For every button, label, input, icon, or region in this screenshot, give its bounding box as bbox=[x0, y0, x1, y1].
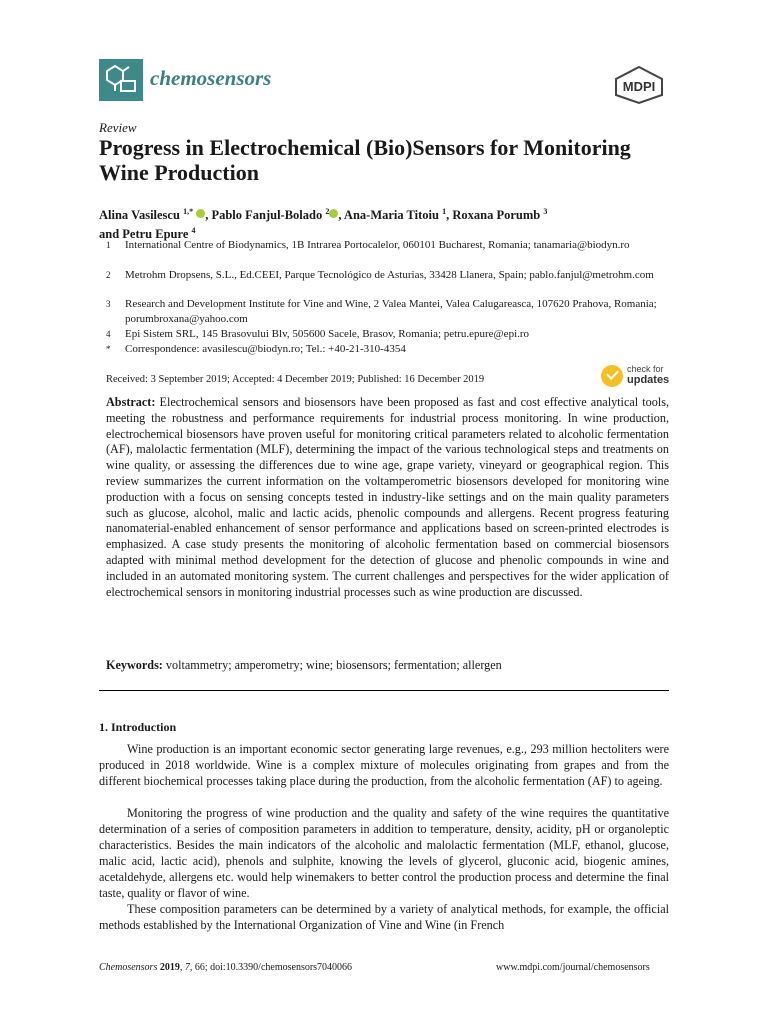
footer-doi[interactable]: , 66; doi:10.3390/chemosensors7040066 bbox=[189, 962, 353, 973]
correspondence-text: Correspondence: avasilescu@biodyn.ro; Tel.: +40-21-310-4354 bbox=[125, 343, 406, 355]
article-title: Progress in Electrochemical (Bio)Sensors for Monitoring Wine Production bbox=[99, 135, 631, 185]
journal-logo-icon bbox=[99, 59, 143, 101]
keywords-text: voltammetry; amperometry; wine; biosensors; fermentation; allergen bbox=[165, 658, 502, 672]
paragraph-text: Wine production is an important economic sector generating large revenues, e.g., 293 million hectoliters were produced in 2018 worldwide. Wine is a complex mixture of molecules originating from grapes and from the different biochemical processes taking place during the production, from the alcoholic fermentation (AF) to ageing. bbox=[99, 742, 669, 788]
author-name[interactable]: Pablo Fanjul-Bolado bbox=[211, 208, 323, 223]
author-list: Alina Vasilescu $^{1,*}$ , Pablo Fanjul-Bolado $^2$ , Ana-Maria Titoiu $^1$, Roxana Porumb $^3$ and Petru Epure $^4$ bbox=[99, 207, 548, 242]
abstract bbox=[106, 395, 669, 600]
publication-dates: Received: 3 September 2019; Accepted: 4 December 2019; Published: 16 December 2019 bbox=[106, 374, 485, 385]
affiliation bbox=[99, 297, 679, 327]
author-name[interactable]: Ana-Maria Titoiu bbox=[343, 208, 439, 223]
author-sup: 1,* bbox=[183, 207, 194, 216]
orcid-icon[interactable] bbox=[329, 209, 338, 218]
paragraph-text: These composition parameters can be determined by a variety of analytical methods, for example, the official methods established by the International Organization of Vine and Wine (in French bbox=[99, 902, 669, 932]
check-updates-line2: updates bbox=[627, 374, 670, 386]
keywords-label: Keywords: bbox=[106, 658, 163, 672]
author-name[interactable]: Alina Vasilescu bbox=[99, 208, 180, 223]
check-updates-line1: check for bbox=[627, 364, 664, 374]
footer-journal: Chemosensors bbox=[99, 962, 158, 973]
checkmark-icon bbox=[601, 365, 623, 387]
affiliation-number: 4 bbox=[106, 329, 111, 339]
keywords bbox=[106, 657, 669, 673]
abstract-text: Electrochemical sensors and biosensors have been proposed as fast and cost effective analytical tools, meeting the robustness and performance requirements for industrial process monitoring. In wine production, electrochemical biosensors have proven useful for monitoring critical parameters related to alcoholic fermentation (AF), malolactic fermentation (MLF), determining the impact of the various technological steps and treatments on wine quality, or assessing the differences due to wine age, grape variety, vineyard or geographical region. This review summarizes the current information on the voltamperometric biosensors developed for monitoring wine production with a focus on sensing concepts tested in industry-like settings and on the main quality parameters such as glucose, alcohol, malic and lactic acids, phenolic compounds and allergens. Recent progress featuring nanomaterial-enabled enhancement of sensor performance and applications based on screen-printed electrodes is emphasized. A case study presents the monitoring of alcoholic fermentation based on commercial biosensors adapted with minimal method development for the detection of glucose and phenolic compounds in wine and included in an automated monitoring system. The current challenges and perspectives for the wider application of electrochemical sensors in monitoring industrial processes such as wine production are discussed. bbox=[106, 395, 669, 599]
paragraph bbox=[99, 902, 669, 934]
abstract-label: Abstract: bbox=[106, 395, 156, 409]
author-sup: 3 bbox=[543, 207, 548, 216]
affiliation bbox=[99, 327, 679, 342]
author-conjunction: and bbox=[99, 227, 120, 242]
affiliation bbox=[99, 268, 679, 298]
footer-year: 2019 bbox=[159, 962, 180, 973]
divider bbox=[99, 690, 669, 691]
article-type: Review bbox=[99, 120, 137, 135]
affiliation bbox=[99, 238, 679, 268]
footer-volume: 7 bbox=[184, 962, 190, 973]
author-name[interactable]: Petru Epure bbox=[122, 227, 189, 242]
affiliation-number: * bbox=[106, 344, 111, 354]
author-name[interactable]: Roxana Porumb bbox=[452, 208, 541, 223]
author-sup: 4 bbox=[191, 226, 196, 236]
affiliation-text: Research and Development Institute for Vine and Wine, 2 Valea Mantei, Valea Calugareasca, 107620 Prahova, Romania; porumbroxana@yahoo.com bbox=[125, 298, 657, 325]
affiliation-number: 2 bbox=[106, 270, 111, 280]
paragraph-text: Monitoring the progress of wine production and the quality and safety of the wine requires the quantitative determination of a series of composition parameters in addition to temperature, density, acidity, pH or organoleptic characteristics. Besides the main indicators of the alcoholic and malolactic fermentation (MLF, ethanol, glucose, malic acid, lactic acid), phenols and sulphite, knowing the levels of glycerol, gluconic acid, biogenic amines, acetaldehyde, allergens etc. would help winemakers to better control the production process and determine the final taste, quality or flavor of wine. bbox=[99, 806, 669, 900]
author-sup: 2 bbox=[325, 207, 330, 216]
paragraph bbox=[99, 742, 669, 790]
orcid-icon[interactable] bbox=[196, 209, 205, 218]
correspondence bbox=[99, 342, 679, 357]
mdpi-logo-icon[interactable] bbox=[612, 65, 666, 105]
affiliation-text: Epi Sistem SRL, 145 Brasovului Blv, 505600 Sacele, Brasov, Romania; petru.epure@epi.ro bbox=[125, 328, 530, 340]
affiliation-number: 3 bbox=[106, 299, 111, 309]
journal-name[interactable]: chemosensors bbox=[150, 66, 272, 90]
affiliation-text: Metrohm Dropsens, S.L., Ed.CEEI, Parque Tecnológico de Asturias, 33428 Llanera, Spain; pablo.fanjul@metrohm.com bbox=[125, 269, 654, 281]
affiliation-text: International Centre of Biodynamics, 1B Intrarea Portocalelor, 060101 Bucharest, Romania; tanamaria@biodyn.ro bbox=[125, 239, 630, 251]
affiliation-number: 1 bbox=[106, 240, 111, 250]
svg-text:MDPI: MDPI bbox=[622, 79, 656, 94]
footer-url[interactable]: www.mdpi.com/journal/chemosensors bbox=[496, 962, 650, 973]
check-for-updates-button[interactable] bbox=[601, 363, 671, 389]
section-heading: 1. Introduction bbox=[99, 720, 177, 734]
paragraph bbox=[99, 806, 669, 901]
author-sup: 1 bbox=[442, 207, 447, 216]
footer-citation: Chemosensors 2019, 7, 66; doi:10.3390/chemosensors7040066 bbox=[99, 962, 353, 973]
